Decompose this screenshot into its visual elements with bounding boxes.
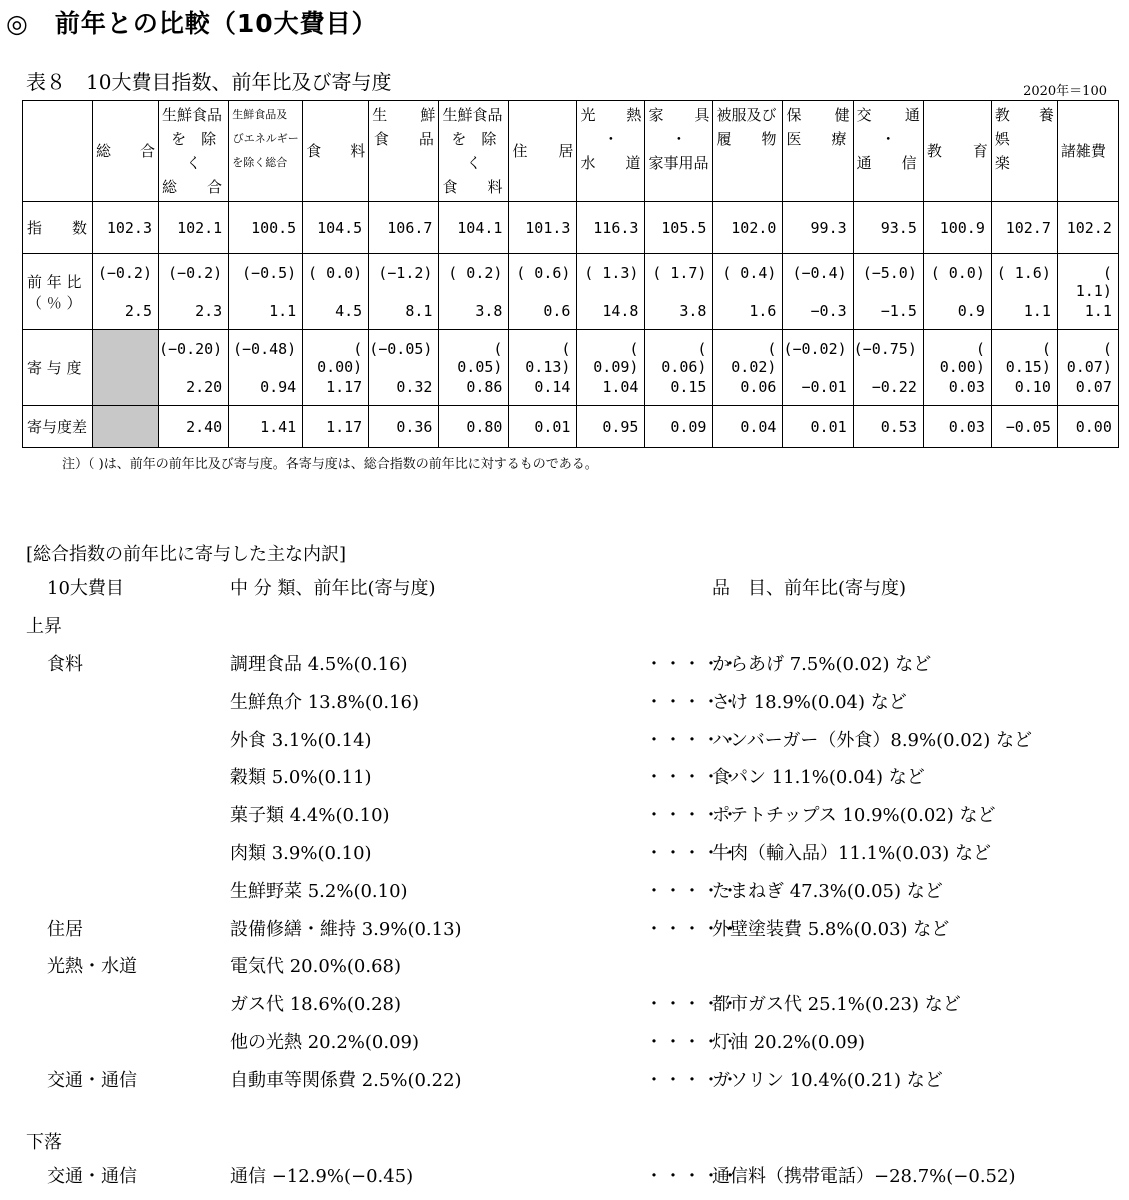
rise-label: 上昇 [26,616,62,637]
breakdown-col-middle: 中 分 類、前年比(寄与度) [230,578,436,599]
contribution-diff-value: 0.80 [439,406,509,448]
index-value: 101.3 [509,202,577,254]
fall-label: 下落 [26,1132,62,1153]
current-value: 0.06 [740,377,777,396]
prev-year-value: ( 0.02) [731,339,777,376]
contribution-row [23,330,1119,406]
column-header-label: 通 信 [856,154,917,172]
index-value: 102.7 [991,202,1057,254]
column-header-label: 健 [834,106,850,124]
column-header-label: 養 [1038,106,1054,124]
column-header [229,101,303,202]
prev-year-value: ( 0.0) [930,263,985,282]
column-header-label: 医 療 [786,130,847,148]
column-header [509,101,577,202]
prev-year-value: (−0.02) [783,339,847,358]
prev-year-value: (−0.75) [853,339,917,358]
prev-year-value: ( 0.00) [317,339,363,376]
column-header [853,101,923,202]
value-cell [713,330,783,406]
column-header-label: 被服及び [716,106,777,124]
column-header-label: ・ [603,130,619,148]
value-cell [923,330,991,406]
prev-year-value: ( 0.06) [661,339,707,376]
column-header-label: 生鮮食品 [442,106,503,124]
column-header [783,101,853,202]
column-header-label: 教 [994,106,1010,124]
table-note: 注）（ )は、前年の前年比及び寄与度。各寄与度は、総合指数の前年比に対するものである。 [62,457,598,472]
contribution-diff-value: 0.01 [783,406,853,448]
prev-year-value: (−5.0) [862,263,917,282]
current-value: 1.04 [602,377,639,396]
row-label: 指 数 [23,202,93,254]
contribution-diff-value: 2.40 [159,406,229,448]
current-value: 0.86 [466,377,503,396]
index-value: 102.2 [1057,202,1118,254]
column-header [439,101,512,202]
leader-dots: ・・・・・ [645,767,740,789]
row-label [23,330,93,406]
current-value: −0.22 [871,377,917,396]
current-value: 1.1 [1023,301,1051,320]
breakdown-middle-class: ガス代 18.6%(0.28) [230,994,402,1016]
column-header-label: 料 [350,142,366,160]
index-value: 106.7 [369,202,439,254]
value-cell [159,254,229,330]
column-header-label: 光 [580,106,596,124]
current-value: 0.15 [670,377,707,396]
leader-dots: ・・・・・ [645,729,740,751]
index-value: 93.5 [853,202,923,254]
breakdown-middle-class: 通信 −12.9%(−0.45) [230,1166,414,1187]
leader-dots: ・・・・・ [645,843,740,864]
index-value: 99.3 [783,202,853,254]
leader-dots: ・・・・・ [645,1166,740,1187]
column-header-label: 居 [558,142,574,160]
leader-dots: ・・・・・ [645,654,740,675]
current-value: −1.5 [880,301,917,320]
contribution-diff-value: 0.00 [1057,406,1118,448]
value-cell [93,330,159,406]
current-value: 1.1 [269,301,297,320]
prev-year-value: ( 1.7) [652,263,707,282]
value-cell [577,254,645,330]
current-value: 0.6 [543,301,571,320]
column-header-label: 履 物 [716,130,777,148]
column-header [159,101,232,202]
value-cell [991,254,1057,330]
value-cell [369,254,439,330]
column-header-label: 諸雑費 [1060,142,1106,160]
prev-year-value: ( 0.4) [722,263,777,282]
value-cell [923,254,991,330]
leader-dots: ・・・・・ [645,918,740,940]
column-header-label: 生 [372,106,388,124]
current-value: 1.1 [1084,301,1112,320]
breakdown-item: たまねぎ 47.3%(0.05) など [712,880,943,902]
prev-year-value: (−0.20) [159,339,223,358]
breakdown-middle-class: 外食 3.1%(0.14) [230,729,372,751]
column-header [303,101,369,202]
prev-year-value: (−1.2) [378,263,433,282]
breakdown-middle-class: 生鮮野菜 5.2%(0.10) [230,880,408,902]
value-cell [509,330,577,406]
value-cell [577,330,645,406]
column-header-label: 娯 楽 [994,130,1040,172]
breakdown-category: 住居 [47,918,83,940]
column-header-label: 保 [786,106,802,124]
table-title: 表８ 10大費目指数、前年比及び寄与度 [26,70,392,94]
breakdown-item: 通信料（携帯電話）−28.7%(−0.52) [712,1166,1016,1187]
contribution-diff-value: 0.95 [577,406,645,448]
row-label [23,254,93,330]
contribution-diff-value: 1.41 [229,406,303,448]
contribution-diff-value: 0.36 [369,406,439,448]
breakdown-middle-class: 電気代 20.0%(0.68) [230,956,402,978]
value-cell [783,330,853,406]
corner-cell [23,101,93,202]
current-value: 4.5 [335,301,363,320]
column-header [369,101,439,202]
breakdown-item: からあげ 7.5%(0.02) など [712,654,932,675]
column-header-label: を除く総合 [232,156,288,169]
base-year-note: 2020年＝100 [1023,84,1107,99]
current-value: 2.20 [186,377,223,396]
breakdown-category: 交通・通信 [47,1166,137,1187]
row-label-text: 寄 与 度 [27,359,82,377]
breakdown-col-item: 品 目、前年比(寄与度) [712,578,907,599]
breakdown-item: ポテトチップス 10.9%(0.02) など [712,805,996,827]
column-header-label: を 除 く [451,130,512,172]
breakdown-middle-class: 生鮮魚介 13.8%(0.16) [230,691,420,713]
breakdown-middle-class: 肉類 3.9%(0.10) [230,843,372,864]
row-label: 寄与度差 [23,406,93,448]
value-cell [369,330,439,406]
current-value: 1.17 [326,377,363,396]
current-value: 14.8 [602,301,639,320]
prev-year-value: ( 0.09) [593,339,639,376]
breakdown-item: 牛肉（輸入品）11.1%(0.03) など [712,843,992,864]
column-header-label: ・ [671,130,687,148]
current-value: −0.01 [801,377,847,396]
column-header-label: 通 [904,106,920,124]
breakdown-item: ハンバーガー（外食）8.9%(0.02) など [712,729,1032,751]
breakdown-middle-class: 他の光熱 20.2%(0.09) [230,1032,420,1053]
leader-dots: ・・・・・ [645,1069,740,1091]
column-header-label: 住 [512,142,528,160]
prev-year-value: ( 1.1) [1075,263,1112,300]
value-cell [229,330,303,406]
current-value: 0.03 [948,377,985,396]
column-header [577,101,645,202]
index-value: 104.1 [439,202,509,254]
contribution-diff-row [23,406,1119,448]
prev-year-value: ( 1.3) [584,263,639,282]
prev-year-value: ( 1.6) [996,263,1051,282]
index-table [22,100,1119,448]
value-cell [1057,254,1118,330]
column-header [645,101,713,202]
index-value: 102.3 [93,202,159,254]
index-value: 100.9 [923,202,991,254]
value-cell [303,330,369,406]
value-cell [853,254,923,330]
prev-year-value: ( 0.05) [457,339,503,376]
index-value: 116.3 [577,202,645,254]
header-row [23,101,1119,202]
breakdown-middle-class: 調理食品 4.5%(0.16) [230,654,408,675]
prev-year-value: ( 0.6) [516,263,571,282]
value-cell [645,254,713,330]
column-header-label: 育 [972,142,988,160]
breakdown-item: ガソリン 10.4%(0.21) など [712,1069,943,1091]
current-value: −0.3 [810,301,847,320]
column-header-label: 教 [926,142,942,160]
contribution-diff-value: 0.03 [923,406,991,448]
index-row [23,202,1119,254]
current-value: 0.10 [1014,377,1051,396]
column-header-label: びエネルギー [232,132,299,145]
row-label-unit: （ ％ ） [27,293,82,312]
prev-year-value: ( 0.00) [939,339,985,376]
column-header-label: 鮮 [420,106,436,124]
value-cell [713,254,783,330]
leader-dots: ・・・・・ [645,805,740,827]
value-cell [93,254,159,330]
breakdown-middle-class: 菓子類 4.4%(0.10) [230,805,390,827]
breakdown-category: 光熱・水道 [47,956,137,978]
value-cell [645,330,713,406]
column-header-label: 家 [648,106,664,124]
value-cell [853,330,923,406]
contribution-diff-value: 1.17 [303,406,369,448]
current-value: 0.14 [534,377,571,396]
column-header-label: 生鮮食品及 [232,108,288,121]
prev-year-value: (−0.5) [242,263,297,282]
leader-dots: ・・・・・ [645,994,740,1016]
row-label-text: 前 年 比 [27,272,82,291]
breakdown-middle-class: 自動車等関係費 2.5%(0.22) [230,1069,462,1091]
section-title: ◎ 前年との比較（10大費目） [6,9,378,38]
contribution-diff-value: 0.04 [713,406,783,448]
breakdown-item: 食パン 11.1%(0.04) など [712,767,925,789]
current-value: 0.32 [396,377,433,396]
prev-year-value: (−0.2) [168,263,223,282]
prev-year-value: (−0.05) [369,339,433,358]
value-cell [1057,330,1118,406]
prev-year-value: (−0.4) [792,263,847,282]
current-value: 3.8 [475,301,503,320]
current-value: 8.1 [405,301,433,320]
column-header-label: を 除 く [171,130,232,172]
breakdown-item: 灯油 20.2%(0.09) [712,1032,866,1053]
breakdown-col-category: 10大費目 [47,578,124,599]
column-header [991,101,1057,202]
column-header [93,101,159,202]
breakdown-middle-class: 穀類 5.0%(0.11) [230,767,372,789]
leader-dots: ・・・・・ [645,880,740,902]
column-header-label: 食 [306,142,322,160]
column-header-label: 合 [139,142,155,160]
column-header [923,101,991,202]
value-cell [509,254,577,330]
column-header [713,101,783,202]
yoy-row [23,254,1119,330]
leader-dots: ・・・・・ [645,1032,740,1053]
index-value: 105.5 [645,202,713,254]
breakdown-middle-class: 設備修繕・維持 3.9%(0.13) [230,918,462,940]
column-header-label: 生鮮食品 [162,106,223,124]
breakdown-item: 都市ガス代 25.1%(0.23) など [712,994,961,1016]
value-cell [439,254,509,330]
prev-year-value: ( 0.13) [525,339,571,376]
current-value: 1.6 [749,301,777,320]
breakdown-title: [総合指数の前年比に寄与した主な内訳] [26,544,347,565]
current-value: 0.94 [260,377,297,396]
column-header-label: 水 道 [580,154,641,172]
column-header-label: 交 [856,106,872,124]
current-value: 0.07 [1075,377,1112,396]
prev-year-value: (−0.48) [233,339,297,358]
current-value: 2.3 [195,301,223,320]
value-cell [783,254,853,330]
index-value: 104.5 [303,202,369,254]
breakdown-item: 外壁塗装費 5.8%(0.03) など [712,918,950,940]
leader-dots: ・・・・・ [645,691,740,713]
value-cell [439,330,509,406]
prev-year-value: (−0.2) [97,263,152,282]
prev-year-value: ( 0.15) [1005,339,1051,376]
index-value: 102.1 [159,202,229,254]
column-header-label: 総 合 [162,178,223,196]
prev-year-value: ( 0.07) [1066,339,1112,376]
current-value: 0.9 [957,301,985,320]
breakdown-category: 交通・通信 [47,1069,137,1091]
column-header [1057,101,1118,202]
value-cell [991,330,1057,406]
column-header-label: ・ [880,130,896,148]
value-cell [303,254,369,330]
current-value: 3.8 [679,301,707,320]
contribution-diff-value: −0.05 [991,406,1057,448]
contribution-diff-value: 0.01 [509,406,577,448]
prev-year-value: ( 0.2) [448,263,503,282]
breakdown-category: 食料 [47,654,83,675]
contribution-diff-value [93,406,159,448]
column-header-label: 食 料 [442,178,503,196]
current-value: 2.5 [124,301,152,320]
index-value: 100.5 [229,202,303,254]
column-header-label: 食 品 [373,130,434,148]
value-cell [229,254,303,330]
column-header-label: 熱 [626,106,642,124]
column-header-label: 具 [694,106,710,124]
breakdown-item: さけ 18.9%(0.04) など [712,691,907,713]
column-header-label: 総 [96,142,112,160]
value-cell [159,330,229,406]
prev-year-value: ( 0.0) [308,263,363,282]
index-value: 102.0 [713,202,783,254]
contribution-diff-value: 0.53 [853,406,923,448]
column-header-label: 家事用品 [648,154,709,172]
contribution-diff-value: 0.09 [645,406,713,448]
